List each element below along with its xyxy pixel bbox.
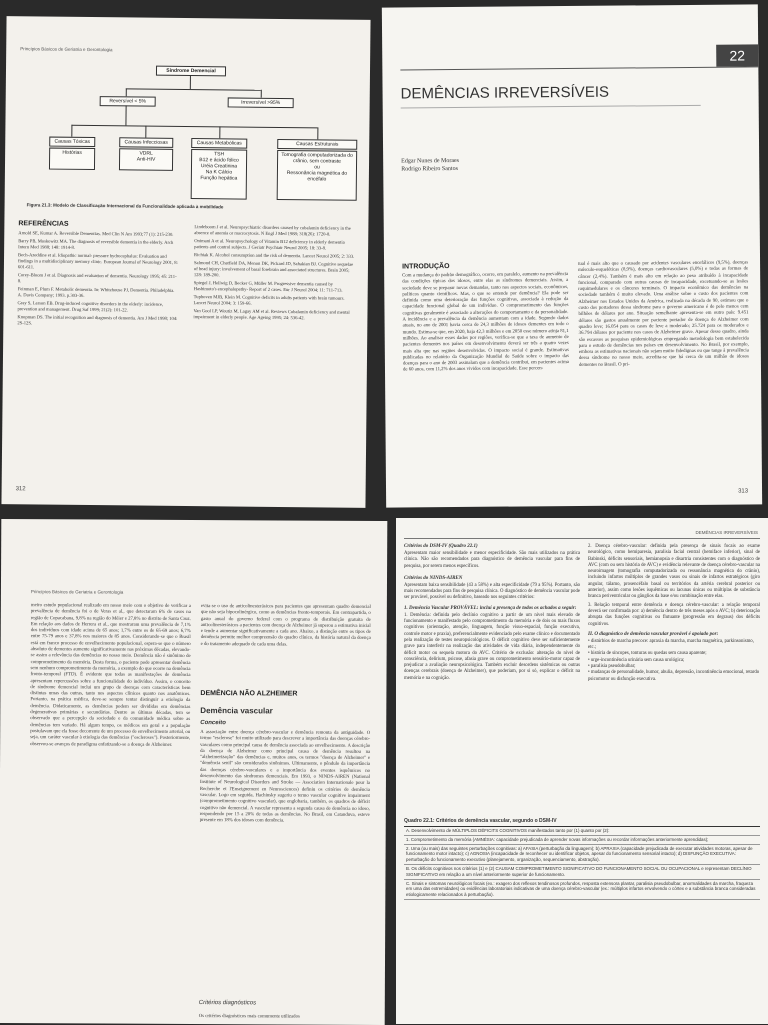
page-315 [396,518,768,1024]
intro-column-1: Com a mudança do padrão demográfico, ocorre, em paralelo, aumento na prevalência das condições típicas dos idosos, entre elas as síndromes demenciais. Assim, a sociedade deve se preparar novas demandas, tanto nos aspectos sociais, econômicos, políticos quanto científicos. Mas, o que se entende por demência? Ela pode ser definida como uma deterioração das funções cognitivas, associada à redução da capacidade funcional global de um indivíduo. O comprometimento das funções cognitivas geralmente é associado a alterações do comportamento e da personalidade. A incidência e a prevalência da demência aumentam com a idade. Segundo dados atuais, no ano de 2001 havia cerca de 24,3 milhões de idosos dementes em todo o mundo. Estima-se que, em 2020, haja 42,3 milhões e em 2050 esse número atinja 81,1 milhões. Ao analisar esses dados por regiões, verifica-se que a taxa de aumento de pacientes dementes nos países em desenvolvimento deverá ser três a quatro vezes mais alta que nas regiões desenvolvidas. O impacto social é grande. Estimativas publicadas no relatório da Organização Mundial de Saúde sobre o impacto das doenças para o ano de 2003 assinalam que a demência contribui, em pacientes acima de 60 anos, com 11,2% dos anos vividos com incapacidade. Esse percen- [402,272,569,373]
cause-toxic-body: Histórias [49,148,95,170]
subsection-vascular: Demência vascular [200,706,273,716]
table-title: Quadro 22.1: Critérios de demência vascular, segundo o DSM-IV [404,818,557,824]
reference-item: Spiegel J, Hellwig D, Becker G, Müller M. Progressive dementia caused by Hashimoto's encephalopathy- Report of 2 cases. Eur J Neurol 2004; 11: 711-713. [193,280,343,293]
reference-item: Feinman E, Plum F. Metabolic dementia. In: Whitehouse PJ, Dementia. Philadelphia. A. Davis Company; 1993. p.303-36. [17,286,175,298]
table-row: 2. Uma (ou mais) das seguintes perturbações cognitivas: a) AFASIA (perturbação da linguagem); b) APRAXIA (capacidade prejudicada de executar atividades motoras, apesar de funcionamento motor intacto); c) AGNOSIA (incapacidade de reconhecer ou identificar objetos, apesar do funcionamento sensorial intacto); d) DISFUNÇÃO EXECUTIVA: perturbação do funcionamento executivo (planejamento, organização, sequenciamento, abstração). [404,845,760,865]
bullet-item: • urge-incontinência urinária sem causa urológica; [588,657,685,663]
intro-column-2: tual é mais alto que o causado por acidentes vasculares encefálicos (9,5%), doenças músculo-esqueléticas (8,9%), doenças cardiovasculares (5,0%) e todas as formas de câncer (2,4%). Também é mais alto em relação ao peso atribuído à incapacidade funcional, comparado com outras causas de incapacidade, excetuando-se as lesões raquimedulares e os cânceres terminais. O impacto econômico das demências na sociedade também é muito elevado. Uma análise sobre o custo dos pacientes com Alzheimer nos Estados Unidos da América, realizada na década de 90, estimou que o custo dos portadores dessa síndrome para o governo americano é de pelo menos cem bilhões de dólares por ano. Situação semelhante apresenta-se em outro país: 9.451 dólares são gastos anualmente por paciente portador de doença de Alzheimer com quadro leve; 16.054 para os casos de leve a moderado; 25.724 para os moderados e 36.794 dólares por paciente nos casos de Alzheimer grave. Apesar desse quadro, ainda são escassos as pesquisas epidemiológicas empregando metodologia bem estabelecida para o estudo de demências nos países em desenvolvimento. No Brasil, por exemplo, embora as estimativas nacionais não sejam muito fidedignas ou que tange à prevalência dessa síndrome no nosso meio, acredita-se que há cerca de um milhão de idosos dementes no Brasil. O pri- [578,260,749,368]
column-2: evita-se o uso de anticolinesterásicos para pacientes que apresentam quadro demencial que não seja hipocolinérgico, como as demências fronto-temporais. Em contrapartida, o gasto anual do governo federal com o programa de distribuição gratuita de anticolinesterásicos a pacientes com doença de Alzheimer já superou a estimativa inicial e tende a aumentar significativamente a cada ano. Abaixo, a distinção entre os tipos de demência permite melhor compreensão do quadro clínico, da história natural da doença e do tratamento adequado de cada uma delas. [200,604,371,648]
page-number: 313 [738,488,749,495]
reference-item: Gray S, Larson EB. Drug-induced cognitive disorders in the elderly: incidence, prevention and management. Drug Saf 1999; 21(2): 101-22. [17,300,164,313]
page-313 [382,4,762,507]
reference-item: Van Gool LP, Woutiz M, Lagay AM et al. Reviews Cobalamin deficiency and mental impairment in elderly people. Age Ageing 1995; 24: 536-42. [193,308,350,321]
dsm-table [404,826,760,900]
cause-structural: Causas Estruturais [277,139,357,150]
figure-caption: Figura 21.3: Modelo de Classificação Internacional da Funcionalidade aplicada à mobilidade [26,202,224,210]
reference-item: Salmond CH, Chatfield DA, Menon DK, Pickard JD, Sahakian BJ. Cognitive sequelae of head injury: involvement of basal forebrain and associated structures. Brain 2005; 128: 189-200. [193,260,354,278]
table-row: A. Desenvolvimento de MÚLTIPLOS DÉFICITS COGNITIVOS manifestados tanto por (1) quanto por (2): [404,827,760,836]
supporting-features-list [588,639,760,683]
bullet-item: • mudanças de personalidade, humor, abulia, depressão, incontinência emocional, retardo psicomotor ou disfunção executiva. [588,670,760,682]
left-column [404,544,580,682]
criteria-title: Critérios diagnósticos [198,1000,257,1007]
authors: Edgar Nunes de Moraes Rodrigo Ribeiro Santos [401,157,460,173]
ninds-title: Critérios do NINDS-AIREN [404,575,463,581]
reference-item: Barry PB, Moskowitz MA. The diagnosis of reversible dementia in the elderly. Arch Intern Med 1988; 148: 1914-8. [18,238,174,250]
reference-item: Lindeboom J et al. Neuropsychiatric disorders caused by cobalamin deficiency in the absence of anemia or macrocytosis. N Engl J Med 1988; 318(26): 1720-8. [194,224,351,237]
reference-item: Onimani A et al. Neuropsychology of Vitamin B12 deficiency in elderly dementia patients and control subjects. J Geriatr Psychiatr Neurol 2005; 18: 33-8. [194,238,345,251]
section-introduction: INTRODUÇÃO [402,263,450,271]
criterion-1: 1. Demência: definida pelo declínio cognitivo a partir de um nível mais elevado de funcionamento e manifestado pelo comprometimento da memória e de dois ou mais fluxos cognitivos (orientação, atenção, linguagem, função visuo-espacial, função executiva, controle motor e praxia), preferencialmente evidenciado pelo exame clínico e documentado pela realização de testes neuropsicológicos. O déficit cognitivo deve ser suficientemente grave para interferir na realização das atividades de vida diária, independentemente do déficit motor ou sequela motora do AVC. Critério de exclusão: alteração do nível de consciência, delirium, psicose, afasia grave ou comprometimento sensório-motor capaz de prejudicar a avaliação neuropsicológica. Também excluir desordens sistêmicas ou outras doenças cerebrais (doença de Alzheimer), que poderiam, por si só, explicar o déficit na memória e na cognição. [404,612,580,681]
cause-metabolic: Causas Metabólicas [191,138,247,149]
running-header: DEMÊNCIAS IRREVERSÍVEIS [695,530,758,535]
cause-metabolic-body: TSH B12 e ácido fólico Uréia Creatinina Na K Cálcio Função hepática [191,149,248,200]
criteria-text: Os critérios diagnósticos mais comumente utilizados [198,1014,300,1020]
page-314 [0,519,387,1025]
reference-item: Tuphoven MJB, Klein M. Cognitive deficits in adults patients with brain tumours. Lancet Neurol 2004; 3: 159-66. [193,294,345,306]
page-number: 312 [15,486,26,493]
page-312 [1,16,370,508]
reference-item: Richiak K. Alcohol consumption and the risk of dementia. Lancet Neurol 2005; 2: 333. [194,252,355,259]
dementia-classification-chart [4,16,370,220]
right-column [588,544,760,683]
column-1: meiro estudo populacional realizado em nosso meio com o objetivo de verificar a prevalência de demência foi o de Veras et al., que detectaram 6% de casos na região de Copacabana, 9,8% na região do Méier e 27,8% no distrito de Santa Cruz. Em relação aos dados de Herrera et al., que mostraram uma prevalência de 7,1% dos indivíduos com idade acima de 65 anos; 1,7% entre os de 65-69 anos; 6,7% entre 75-79 anos e 37,8% nos maiores de 85 anos. Considerando-se que o Brasil está em franco processo de envelhecimento populacional, espera-se que o número absoluto de dementes aumente significativamente nas próximas décadas, elevando-se assim a relevância das demências no nosso meio. Demência não é sinônimo de comprometimento da memória. Desta forma, o paciente pode apresentar demência sem nenhum comprometimento da memória, a exemplo do que ocorre na demência fronto-temporal (FTD). É evidente que todas as manifestações de demência apresentam repercussões sobre a funcionalidade do indivíduo. Assim, o conceito de síndrome demencial inclui um grupo de doenças com características bem distintas umas das outras, tanto nos aspectos clínicos quanto nos anatômicos. Portanto, na prática médica, deve-se sempre tentar distinguir a etiologia da demência. Didaticamente, as demências podem ser divididas em demências degenerativas primárias e secundárias. Dentre as últimas décadas, tem se observado que a percepção da sociedade e da comunidade médica sobre as demências tem variado. Há algum tempo, os médicos em geral e a população postulavam que ela fosse decorrente de um processo de envelhecimento arterial, ou seja, um caráter vascular à etiologia das demências ("escleroses"). Posteriormente, observou-se avanços de paradigma enfatizando-se a doença de Alzheimer. [30,603,191,748]
bullet-item: • distúrbios de marcha precoce: apraxia da marcha, marcha magnética, parkinsonismo, etc.; [588,638,754,651]
table-row: 1. Comprometimento da memória (AMNÉSIA: capacidade prejudicada de aprender novas informações ou recordar informações anteriormente aprendidas); [404,836,760,845]
cause-structural-body: Tomografia computadorizada do crânio, sem contraste ou Ressonância magnética do encéfalo [277,150,358,201]
concept-title: Conceito [200,720,226,727]
references-title: REFERÊNCIAS [18,220,69,228]
references-left [17,230,180,330]
reference-item: Arnold SE, Kumar A. Reversible Dementias. Med Clin N Am 1993;77 (1): 215-230. [18,230,174,237]
chart-irreversible: Irreversível >95% [228,97,294,108]
probable-title: 1. Demência Vascular PROVÁVEL: incluí a presença de todos os achados a seguir: [404,605,577,611]
reference-item: Bech-Azeddine et al. Idiopathic normal- pressure hydrocephalus: Evaluation and findings in a multidisciplinary memory clinic. European Journal of Neurology 2001, 8: 601-611. [17,252,178,270]
references-right [193,224,356,324]
chart-root: Síndrome Demencial [156,66,226,77]
table-row: B. Os déficits cognitivos nos critérios (1) e (2) CAUSAM COMPROMETIMENTO SIGNIFICATIVO DO FUNCIONAMENTO SOCIAL OU OCUPACIONAL e representam DECLÍNIO SIGNIFICATIVO em relação a um nível anteriormente superior de funcionamento. [404,865,760,880]
bullet-item: • história de síncopes, tonturas ou quedas sem causa aparente; [588,651,707,657]
bullet-item: • paralisia pseudobulbar; [588,664,636,670]
section-non-alzheimer: DEMÊNCIA NÃO ALZHEIMER [200,690,298,698]
chapter-title: DEMÊNCIAS IRREVERSÍVEIS [400,83,610,103]
dsm-title: Critérios do DSM-IV (Quadro 22.1) [404,544,478,549]
chart-reversible: Reversível < 5% [100,96,156,107]
chapter-number: 22 [716,44,758,66]
ninds-text: Apresentam baixa sensibilidade (43 a 58%) e alta especificidade (79 a 95%). Portanto, são mais recomendados para fins de pesquisa clínica. O diagnóstico de demência vascular pode ser provável, possível ou definitivo, baseado nos seguintes critérios: [404,582,580,601]
running-header: Princípios Básicos de Geriatria e Gerontologia [30,589,124,595]
cause-toxic: Causas Tóxicas [49,137,95,147]
dsm-text: Apresentam maior sensibilidade e menor especificidade. São mais utilizados na prática clínica. Não são recomendados para diagnóstico de demência vascular para fins de pesquisa, por serem menos específicos. [404,551,580,569]
criterion-2: 2. Doença cérebro-vascular: definida pela presença de sinais focais ao exame neurológico, como hemiparesia, paralisia facial central (hemiface inferior), sinal de Babinski, déficits sensoriais, hemianopsia e disartria consistentes com o diagnóstico de AVC (com ou sem história de AVC) e evidência relevante de doença cérebro-vascular na neuroimagem (tomografia computadorizada ou ressonância magnética do crânio), incluindo infartos múltiplos de grandes vasos ou sinais de infartos estratégicos (giro angular, tálamo, prosencéfalo basal ou territórios da artéria cerebral posterior ou anterior), assim como lesões isquêmicas ou lacunas únicas ou múltiplas de substância branca periventricular ou gânglios da base e/ou combinação entre elas. [588,544,760,600]
table-row: C. Sinais e sintomas neurológicos focais (ex.: exagero dos reflexos tendinosos profundos, resposta extensora plantar, paralisia pseudobulbar, anormalidades da marcha, fraqueza em uma das extremidades) ou evidências laboratoriais indicativas de uma doença cérebro-vascular (ex.: múltiplos infartos envolvendo o córtex e a substância branca consideradas etiologicamente relacionados à perturbação). [404,880,760,900]
running-header: Princípios Básicos de Geriatria e Gerontologia [20,46,113,53]
reference-item: Corey-Bloom J et al. Diagnosis and evaluation of dementia. Neurology 1995; 45: 211-8. [17,272,177,284]
cause-infectious: Causas Infecciosas [119,137,173,148]
concept-text: A associação entre doença cérebro-vascular e demência remonta da antiguidade. O termo "esclerose" foi muito utilizado para descrever a importância das doenças cérebro-vasculares como principal causa de demência associada ao envelhecimento. A descrição da doença de Alzheimer como principal causa de demência resultou na "alzheimerização" das demências e, muitos anos, os termos "doença de Alzheimer" e "demência senil" são considerados sinônimos. Ultimamente, o pêndulo da importância das doenças cérebro-vasculares e a importância dos eventos isquêmicos no desenvolvimento das síndromes demenciais. Em 1993, o NINDS-AIREN (National Institute of Neurological Disorders and Stroke — Association Internationale pour la Recherche et l'Enseignement en Neurosciences) definiu os critérios de demência vascular. Logo em seguida, Hachinsky sugeriu o termo vascular cognitive impairment (comprometimento cognitivo vascular), que englobaria, também, os quadros de déficit cognitivo não demencial. A vascular representa a segunda causa de demência no idoso, respondendo por 15 a 20% de todas as demências. No Brasil, em Catanduva, esteve presente em 18% dos idosos com demência. [199,730,371,824]
reference-item: Knopman DS. The initial recognition and diagnosis of dementia. Am J Med 1998; 104: 2S-12S. [17,314,178,326]
cause-infectious-body: VDRL Anti-HIV [119,148,173,171]
criterion-3: 3. Relação temporal entre demência e doença cérebro-vascular: a relação temporal deverá ser confirmada por: a) demência dentro de três meses após o AVC; b) deterioração abrupta das funções cognitivas ou flutuante (progressão em degraus) dos déficits cognitivos. [588,602,760,627]
possible-title: II. O diagnóstico de demência vascular provável é apoiado por: [588,631,719,637]
